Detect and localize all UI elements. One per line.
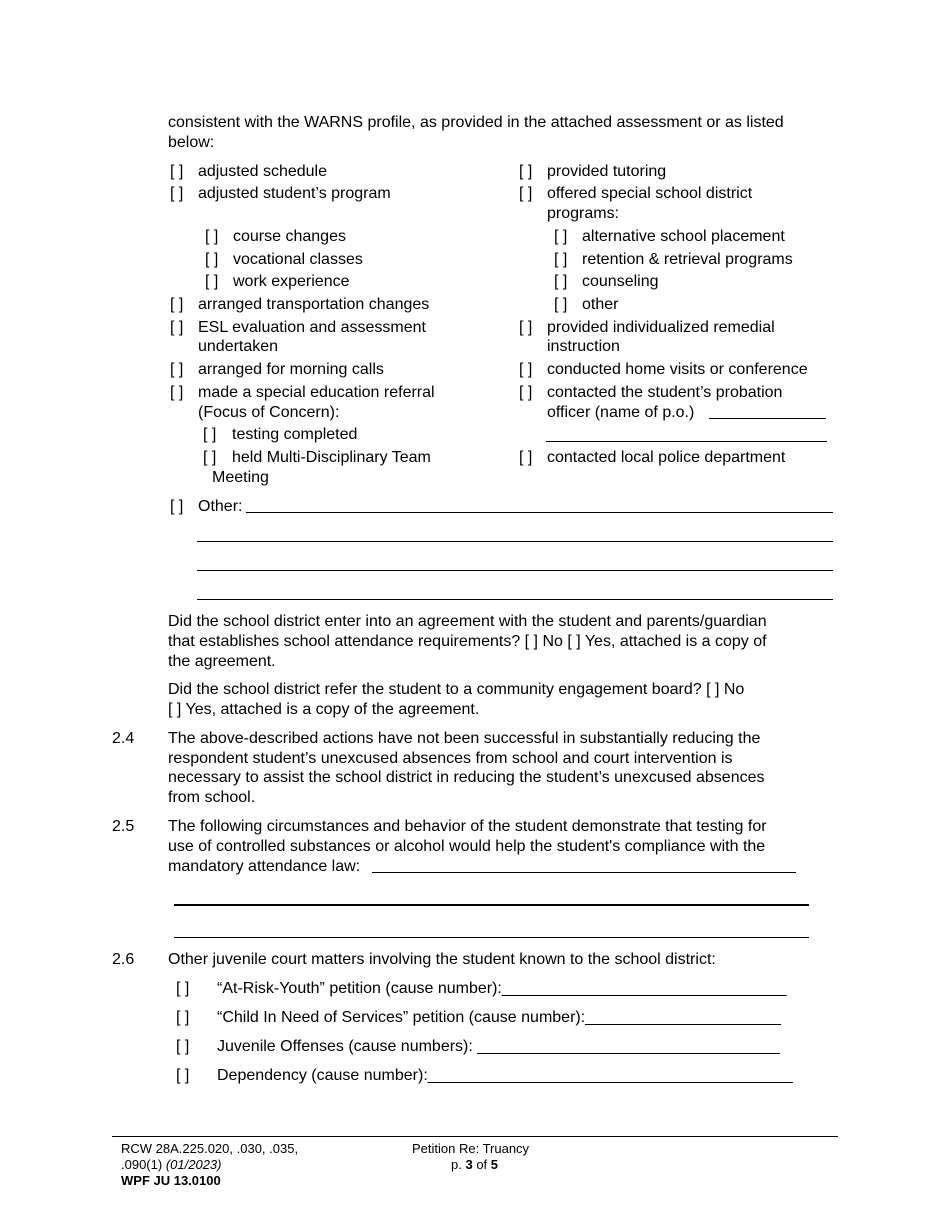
label-probation-line-2: officer (name of p.o.) [547,404,695,421]
checkbox-chins[interactable]: [ ] [176,1009,190,1026]
footer-form-number: WPF JU 13.0100 [121,1173,221,1188]
checkbox-work-experience[interactable]: [ ] [205,273,219,290]
footer-title: Petition Re: Truancy [412,1141,530,1156]
section-2-4-line-3: necessary to assist the school district in reducing the student’s unexcused absences [168,769,765,786]
checkbox-esl[interactable]: [ ] [170,319,184,336]
footer-page-current: 3 [465,1157,473,1172]
label-mdt-line-2: Meeting [212,469,269,486]
label-adjusted-schedule: adjusted schedule [198,163,327,180]
label-chins: “Child In Need of Services” petition (cause number):______________________ [217,1009,781,1026]
section-2-5-number: 2.5 [112,818,135,835]
footer-rcw-section: .090(1) [121,1157,163,1172]
section-2-4-line-2: respondent student’s unexcused absences from school and court intervention is [168,750,733,767]
checkbox-at-risk-youth[interactable]: [ ] [176,980,190,997]
section-2-6-number: 2.6 [112,951,135,968]
footer-page-number [451,1157,498,1173]
checkbox-juvenile-offenses[interactable]: [ ] [176,1038,190,1055]
checkbox-morning-calls[interactable]: [ ] [170,361,184,378]
checkbox-adjusted-program[interactable]: [ ] [170,185,184,202]
label-special-line-1: offered special school district [547,185,753,202]
label-counseling: counseling [582,273,659,290]
checkbox-probation[interactable]: [ ] [519,384,533,401]
checkbox-home-visits[interactable]: [ ] [519,361,533,378]
footer-page-of: of [476,1157,488,1172]
other-field-line-2[interactable] [197,541,833,542]
label-mdt-line-1: held Multi-Disciplinary Team [232,449,431,466]
label-tutoring: provided tutoring [547,163,667,180]
intro-line-1: consistent with the WARNS profile, as provided in the attached assessment or as listed [168,114,784,131]
label-esl-line-2: undertaken [198,338,279,355]
footer-revision-date: (01/2023) [165,1157,222,1172]
label-other: Other: [198,498,243,515]
footer-page-total: 5 [490,1157,499,1172]
agreement-line-1: Did the school district enter into an agreement with the student and parents/guardian [168,613,767,630]
section-2-5-line-3: mandatory attendance law: [168,858,361,875]
ceb-line-1: Did the school district refer the student to a community engagement board? [ ] No [168,681,745,698]
section-2-4-number: 2.4 [112,730,135,747]
label-sped-line-1: made a special education referral [198,384,435,401]
label-remedial-line-2: instruction [547,338,620,355]
section-2-5-field-line-3[interactable] [174,937,809,938]
other-field-line-1[interactable] [246,512,833,513]
intro-line-2: below: [168,134,215,151]
checkbox-course-changes[interactable]: [ ] [205,228,219,245]
checkbox-tutoring[interactable]: [ ] [519,163,533,180]
checkbox-retention[interactable]: [ ] [554,251,568,268]
checkbox-vocational-classes[interactable]: [ ] [205,251,219,268]
label-police: contacted local police department [547,449,786,466]
checkbox-alt-school[interactable]: [ ] [554,228,568,245]
label-sped-line-2: (Focus of Concern): [198,404,340,421]
section-2-4-line-4: from school. [168,789,256,806]
probation-officer-name-field[interactable] [709,418,826,419]
label-special-line-2: programs: [547,205,620,222]
checkbox-adjusted-schedule[interactable]: [ ] [170,163,184,180]
checkbox-remedial[interactable]: [ ] [519,319,533,336]
label-transportation: arranged transportation changes [198,296,430,313]
label-testing-completed: testing completed [232,426,358,443]
footer-rcw-line-1: RCW 28A.225.020, .030, .035, [121,1141,299,1156]
label-at-risk-youth: “At-Risk-Youth” petition (cause number):________________________________ [217,980,787,997]
checkbox-other[interactable]: [ ] [170,498,184,515]
label-remedial-line-1: provided individualized remedial [547,319,775,336]
footer-rule [112,1136,838,1137]
label-juvenile-offenses: Juvenile Offenses (cause numbers): __________________________________ [217,1038,780,1055]
label-course-changes: course changes [233,228,346,245]
label-retention: retention & retrieval programs [582,251,793,268]
section-2-5-field-line-1[interactable] [372,872,796,873]
checkbox-mdt-meeting[interactable]: [ ] [203,449,217,466]
other-field-line-4[interactable] [197,599,833,600]
footer-page-prefix: p. [451,1157,462,1172]
section-2-5-line-2: use of controlled substances or alcohol would help the student's compliance with the [168,838,766,855]
section-2-5-field-line-2[interactable] [174,904,809,906]
label-esl-line-1: ESL evaluation and assessment [198,319,426,336]
checkbox-counseling[interactable]: [ ] [554,273,568,290]
section-2-4-line-1: The above-described actions have not been successful in substantially reducing the [168,730,761,747]
ceb-line-2: [ ] Yes, attached is a copy of the agreement. [168,701,480,718]
section-2-6-heading: Other juvenile court matters involving the student known to the school district: [168,951,716,968]
label-adjusted-program: adjusted student’s program [198,185,391,202]
label-vocational-classes: vocational classes [233,251,363,268]
label-home-visits: conducted home visits or conference [547,361,808,378]
agreement-line-3: the agreement. [168,653,276,670]
section-2-5-line-1: The following circumstances and behavior of the student demonstrate that testing for [168,818,767,835]
other-field-line-3[interactable] [197,570,833,571]
checkbox-sped-referral[interactable]: [ ] [170,384,184,401]
footer-rcw-line-2 [121,1157,221,1173]
label-probation-line-1: contacted the student’s probation [547,384,783,401]
agreement-line-2: that establishes school attendance requirements? [ ] No [ ] Yes, attached is a copy of [168,633,767,650]
checkbox-transportation[interactable]: [ ] [170,296,184,313]
checkbox-special-programs[interactable]: [ ] [519,185,533,202]
checkbox-other-program[interactable]: [ ] [554,296,568,313]
label-morning-calls: arranged for morning calls [198,361,384,378]
label-other-program: other [582,296,619,313]
label-work-experience: work experience [233,273,350,290]
checkbox-dependency[interactable]: [ ] [176,1067,190,1084]
checkbox-testing-completed[interactable]: [ ] [203,426,217,443]
label-alt-school: alternative school placement [582,228,785,245]
label-dependency: Dependency (cause number):_________________________________________ [217,1067,793,1084]
checkbox-police[interactable]: [ ] [519,449,533,466]
probation-officer-name-field-continued[interactable] [546,441,827,442]
